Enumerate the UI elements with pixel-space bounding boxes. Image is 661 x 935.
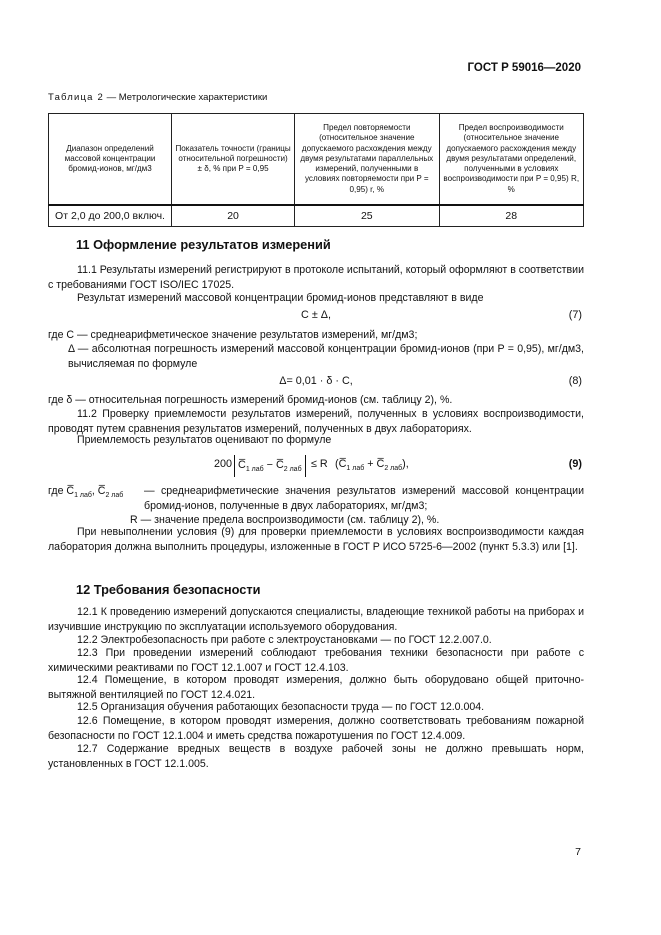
table-header-reproducibility: Предел воспроизводимости (относительное значение допускаемого расхождения между двумя результатами определений, полученными в условиях воспроизводимости при P = 0,95) R, % — [439, 114, 583, 206]
formula-8-expression: Δ= 0,01 · δ · C, — [279, 375, 353, 387]
paragraph-11-failure: При невыполнении условия (9) для проверки приемлемости в условиях воспроизводимости каждая лаборатория должна выполнить процедуры, изложенные в ГОСТ Р ИСО 5725-6—2002 (пункт 5.3.3) или [1]. — [48, 526, 584, 553]
formula-9-limit: ≤ R — [311, 458, 328, 470]
metrological-table — [48, 113, 584, 227]
section-12-title: 12 Требования безопасности — [76, 582, 261, 597]
formula-7-expression: C ± Δ, — [301, 309, 331, 321]
table-caption-text: — Метрологические характеристики — [103, 92, 268, 103]
table-cell-repeatability: 25 — [295, 205, 439, 227]
table-caption-prefix: Таблица 2 — [48, 92, 104, 103]
table-cell-accuracy: 20 — [172, 205, 295, 227]
paragraph-11-result: Результат измерений массовой концентрации бромид-ионов представляют в виде — [77, 292, 484, 304]
formula-8-number: (8) — [568, 375, 582, 387]
formula-9-sum: ($C̅_{1 лаб}$ + $C̅_{2 лаб}$), — [335, 458, 409, 473]
where-r-limit: R — значение предела воспроизводимости (см. таблицу 2), %. — [130, 514, 440, 526]
formula-9-difference: $C̅_{1 лаб}$ − $C̅_{2 лаб}$ — [234, 455, 306, 477]
paragraph-12-4: 12.4 Помещение, в котором проводят измерения, должно быть оборудовано общей приточно-вытяжной вентиляцией по ГОСТ 12.4.021. — [48, 674, 584, 701]
table-caption — [48, 92, 267, 103]
formula-9-factor: 200 — [214, 458, 233, 470]
where-cbar-symbols: где $C̅_{1 лаб}$, $C̅_{2 лаб}$ — [48, 485, 124, 500]
document-header: ГОСТ Р 59016—2020 — [467, 62, 581, 74]
paragraph-11-1: 11.1 Результаты измерений регистрируют в протоколе испытаний, который оформляют в соответствии с требованиями ГОСТ ISO/IEC 17025. — [48, 264, 584, 291]
paragraph-12-6: 12.6 Помещение, в котором проводят измерения, должно соответствовать требованиям пожарной безопасности по ГОСТ 12.1.004 и иметь средства пожаротушения по ГОСТ 12.4.009. — [48, 715, 584, 742]
table-cell-reproducibility: 28 — [439, 205, 583, 227]
formula-9 — [48, 458, 584, 480]
table-header-repeatability: Предел повторяемости (относительное значение допускаемого расхождения между двумя результатами параллельных измерений, полученными в условиях повторяемости при P = 0,95) r, % — [295, 114, 439, 206]
where-delta-rel: где δ — относительная погрешность измерений бромид-ионов (см. таблицу 2), %. — [48, 394, 453, 406]
table-header-range: Диапазон определений массовой концентрации бромид-ионов, мг/дм3 — [49, 114, 172, 206]
table-header-accuracy: Показатель точности (границы относительной погрешности) ± δ, % при P = 0,95 — [172, 114, 295, 206]
paragraph-11-acceptance: Приемлемость результатов оценивают по формуле — [77, 434, 332, 446]
where-delta-abs: Δ — абсолютная погрешность измерений массовой концентрации бромид-ионов (при P = 0,95), мг/дм3, вычисляемая по формуле — [68, 343, 584, 370]
paragraph-12-1: 12.1 К проведению измерений допускаются специалисты, владеющие техникой работы на приборах и изучившие инструкцию по эксплуатации используемого оборудования. — [48, 606, 584, 633]
paragraph-12-2: 12.2 Электробезопасность при работе с электроустановками — по ГОСТ 12.2.007.0. — [77, 634, 492, 646]
paragraph-12-5: 12.5 Организация обучения работающих безопасности труда — по ГОСТ 12.0.004. — [77, 701, 485, 713]
formula-7-number: (7) — [568, 309, 582, 321]
formula-9-number: (9) — [568, 458, 582, 470]
where-cbar: — среднеарифметические значения результатов измерений массовой концентрации бромид-ионов, полученные в двух лабораториях, мг/дм3; — [144, 485, 584, 512]
paragraph-12-7: 12.7 Содержание вредных веществ в воздухе рабочей зоны не должно превышать норм, установленных в ГОСТ 12.1.005. — [48, 743, 584, 770]
paragraph-11-2: 11.2 Проверку приемлемости результатов измерений, полученных в условиях воспроизводимости, проводят путем сравнения результатов измерений, полученных в двух лабораториях. — [48, 408, 584, 435]
paragraph-12-3: 12.3 При проведении измерений соблюдают требования техники безопасности при работе с химическими реактивами по ГОСТ 12.1.007 и ГОСТ 12.4.103. — [48, 647, 584, 674]
table-cell-range: От 2,0 до 200,0 включ. — [49, 205, 172, 227]
section-11-title: 11 Оформление результатов измерений — [76, 237, 331, 252]
page-number: 7 — [575, 846, 581, 858]
where-c: где C — среднеарифметическое значение результатов измерений, мг/дм3; — [48, 329, 418, 341]
